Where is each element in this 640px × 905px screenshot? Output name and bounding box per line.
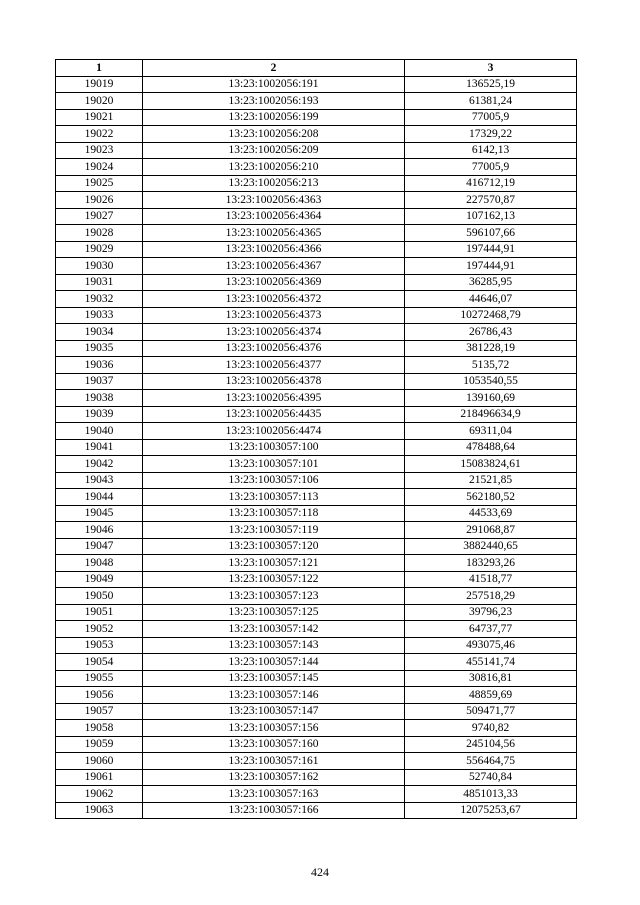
table-body (56, 76, 577, 819)
value-cell: 218496634,9 (405, 406, 577, 423)
row-number-cell: 19056 (56, 687, 143, 704)
row-number-cell: 19062 (56, 786, 143, 803)
value-cell: 562180,52 (405, 489, 577, 506)
table-row (56, 93, 577, 110)
table-row (56, 126, 577, 143)
row-number-cell: 19028 (56, 225, 143, 242)
data-table (55, 59, 577, 819)
table-row (56, 192, 577, 209)
cadastral-number-cell: 13:23:1002056:4372 (143, 291, 405, 308)
value-cell: 183293,26 (405, 555, 577, 572)
row-number-cell: 19050 (56, 588, 143, 605)
table-row (56, 159, 577, 176)
table-row (56, 670, 577, 687)
cadastral-number-cell: 13:23:1002056:4367 (143, 258, 405, 275)
row-number-cell: 19031 (56, 274, 143, 291)
value-cell: 15083824,61 (405, 456, 577, 473)
table-row (56, 307, 577, 324)
cadastral-number-cell: 13:23:1002056:4377 (143, 357, 405, 374)
table-row (56, 390, 577, 407)
value-cell: 197444,91 (405, 241, 577, 258)
cadastral-number-cell: 13:23:1003057:123 (143, 588, 405, 605)
row-number-cell: 19053 (56, 637, 143, 654)
table-row (56, 571, 577, 588)
value-cell: 245104,56 (405, 736, 577, 753)
table-row (56, 274, 577, 291)
value-cell: 77005,9 (405, 159, 577, 176)
value-cell: 26786,43 (405, 324, 577, 341)
table-row (56, 324, 577, 341)
table-row (56, 241, 577, 258)
value-cell: 227570,87 (405, 192, 577, 209)
table-row (56, 373, 577, 390)
cadastral-number-cell: 13:23:1002056:4435 (143, 406, 405, 423)
cadastral-number-cell: 13:23:1003057:106 (143, 472, 405, 489)
row-number-cell: 19041 (56, 439, 143, 456)
value-cell: 44646,07 (405, 291, 577, 308)
table-row (56, 472, 577, 489)
row-number-cell: 19052 (56, 621, 143, 638)
cadastral-number-cell: 13:23:1002056:4363 (143, 192, 405, 209)
cadastral-number-cell: 13:23:1003057:120 (143, 538, 405, 555)
value-cell: 39796,23 (405, 604, 577, 621)
value-cell: 10272468,79 (405, 307, 577, 324)
table-row (56, 357, 577, 374)
table-row (56, 588, 577, 605)
table-row (56, 786, 577, 803)
cadastral-number-cell: 13:23:1002056:4366 (143, 241, 405, 258)
row-number-cell: 19038 (56, 390, 143, 407)
table-row (56, 687, 577, 704)
cadastral-number-cell: 13:23:1002056:4378 (143, 373, 405, 390)
cadastral-number-cell: 13:23:1002056:210 (143, 159, 405, 176)
cadastral-number-cell: 13:23:1002056:191 (143, 76, 405, 93)
cadastral-number-cell: 13:23:1003057:147 (143, 703, 405, 720)
value-cell: 139160,69 (405, 390, 577, 407)
table-row (56, 654, 577, 671)
cadastral-number-cell: 13:23:1003057:156 (143, 720, 405, 737)
table-row (56, 505, 577, 522)
row-number-cell: 19040 (56, 423, 143, 440)
cadastral-number-cell: 13:23:1003057:143 (143, 637, 405, 654)
cadastral-number-cell: 13:23:1003057:161 (143, 753, 405, 770)
row-number-cell: 19044 (56, 489, 143, 506)
row-number-cell: 19049 (56, 571, 143, 588)
table-row (56, 753, 577, 770)
table-row (56, 720, 577, 737)
row-number-cell: 19023 (56, 142, 143, 159)
value-cell: 30816,81 (405, 670, 577, 687)
table-row (56, 604, 577, 621)
row-number-cell: 19043 (56, 472, 143, 489)
row-number-cell: 19045 (56, 505, 143, 522)
value-cell: 257518,29 (405, 588, 577, 605)
value-cell: 9740,82 (405, 720, 577, 737)
row-number-cell: 19021 (56, 109, 143, 126)
row-number-cell: 19035 (56, 340, 143, 357)
cadastral-number-cell: 13:23:1003057:118 (143, 505, 405, 522)
row-number-cell: 19055 (56, 670, 143, 687)
row-number-cell: 19060 (56, 753, 143, 770)
cadastral-number-cell: 13:23:1003057:125 (143, 604, 405, 621)
value-cell: 52740,84 (405, 769, 577, 786)
page-number: 424 (311, 865, 329, 879)
table-row (56, 406, 577, 423)
table-row (56, 258, 577, 275)
row-number-cell: 19036 (56, 357, 143, 374)
table-row (56, 423, 577, 440)
value-cell: 596107,66 (405, 225, 577, 242)
value-cell: 4851013,33 (405, 786, 577, 803)
row-number-cell: 19063 (56, 802, 143, 819)
table-row (56, 736, 577, 753)
value-cell: 455141,74 (405, 654, 577, 671)
row-number-cell: 19026 (56, 192, 143, 209)
cadastral-number-cell: 13:23:1003057:144 (143, 654, 405, 671)
value-cell: 197444,91 (405, 258, 577, 275)
table-row (56, 225, 577, 242)
table-row (56, 703, 577, 720)
column-header-1: 1 (56, 60, 143, 77)
cadastral-number-cell: 13:23:1003057:122 (143, 571, 405, 588)
cadastral-number-cell: 13:23:1003057:160 (143, 736, 405, 753)
cadastral-number-cell: 13:23:1003057:119 (143, 522, 405, 539)
cadastral-number-cell: 13:23:1003057:101 (143, 456, 405, 473)
table-header (56, 60, 577, 77)
cadastral-number-cell: 13:23:1002056:213 (143, 175, 405, 192)
cadastral-number-cell: 13:23:1003057:113 (143, 489, 405, 506)
row-number-cell: 19051 (56, 604, 143, 621)
cadastral-number-cell: 13:23:1003057:162 (143, 769, 405, 786)
value-cell: 12075253,67 (405, 802, 577, 819)
value-cell: 48859,69 (405, 687, 577, 704)
row-number-cell: 19046 (56, 522, 143, 539)
value-cell: 21521,85 (405, 472, 577, 489)
cadastral-number-cell: 13:23:1003057:142 (143, 621, 405, 638)
row-number-cell: 19022 (56, 126, 143, 143)
value-cell: 478488,64 (405, 439, 577, 456)
row-number-cell: 19027 (56, 208, 143, 225)
cadastral-number-cell: 13:23:1003057:100 (143, 439, 405, 456)
table-row (56, 522, 577, 539)
cadastral-number-cell: 13:23:1002056:4365 (143, 225, 405, 242)
table-row (56, 175, 577, 192)
row-number-cell: 19047 (56, 538, 143, 555)
row-number-cell: 19029 (56, 241, 143, 258)
row-number-cell: 19032 (56, 291, 143, 308)
cadastral-number-cell: 13:23:1002056:4364 (143, 208, 405, 225)
row-number-cell: 19048 (56, 555, 143, 572)
value-cell: 17329,22 (405, 126, 577, 143)
value-cell: 44533,69 (405, 505, 577, 522)
header-row (56, 60, 577, 77)
table-row (56, 802, 577, 819)
row-number-cell: 19020 (56, 93, 143, 110)
value-cell: 77005,9 (405, 109, 577, 126)
cadastral-number-cell: 13:23:1003057:166 (143, 802, 405, 819)
value-cell: 41518,77 (405, 571, 577, 588)
row-number-cell: 19033 (56, 307, 143, 324)
table-row (56, 76, 577, 93)
column-header-2: 2 (143, 60, 405, 77)
row-number-cell: 19042 (56, 456, 143, 473)
table-row (56, 109, 577, 126)
row-number-cell: 19057 (56, 703, 143, 720)
table-row (56, 637, 577, 654)
value-cell: 493075,46 (405, 637, 577, 654)
table-row (56, 439, 577, 456)
table-row (56, 456, 577, 473)
table-row (56, 538, 577, 555)
cadastral-number-cell: 13:23:1002056:4369 (143, 274, 405, 291)
table-row (56, 555, 577, 572)
row-number-cell: 19058 (56, 720, 143, 737)
row-number-cell: 19030 (56, 258, 143, 275)
value-cell: 291068,87 (405, 522, 577, 539)
cadastral-number-cell: 13:23:1002056:4374 (143, 324, 405, 341)
table-row (56, 769, 577, 786)
row-number-cell: 19037 (56, 373, 143, 390)
cadastral-number-cell: 13:23:1002056:199 (143, 109, 405, 126)
cadastral-number-cell: 13:23:1002056:209 (143, 142, 405, 159)
cadastral-number-cell: 13:23:1002056:4474 (143, 423, 405, 440)
table-row (56, 489, 577, 506)
row-number-cell: 19034 (56, 324, 143, 341)
row-number-cell: 19059 (56, 736, 143, 753)
row-number-cell: 19024 (56, 159, 143, 176)
value-cell: 136525,19 (405, 76, 577, 93)
value-cell: 69311,04 (405, 423, 577, 440)
table-row (56, 621, 577, 638)
cadastral-number-cell: 13:23:1002056:4373 (143, 307, 405, 324)
value-cell: 36285,95 (405, 274, 577, 291)
row-number-cell: 19054 (56, 654, 143, 671)
table-row (56, 291, 577, 308)
value-cell: 5135,72 (405, 357, 577, 374)
cadastral-number-cell: 13:23:1002056:208 (143, 126, 405, 143)
table-row (56, 208, 577, 225)
cadastral-number-cell: 13:23:1002056:4376 (143, 340, 405, 357)
column-header-3: 3 (405, 60, 577, 77)
cadastral-number-cell: 13:23:1003057:163 (143, 786, 405, 803)
row-number-cell: 19019 (56, 76, 143, 93)
row-number-cell: 19039 (56, 406, 143, 423)
value-cell: 556464,75 (405, 753, 577, 770)
cadastral-number-cell: 13:23:1003057:145 (143, 670, 405, 687)
value-cell: 381228,19 (405, 340, 577, 357)
value-cell: 1053540,55 (405, 373, 577, 390)
value-cell: 416712,19 (405, 175, 577, 192)
cadastral-number-cell: 13:23:1002056:193 (143, 93, 405, 110)
value-cell: 509471,77 (405, 703, 577, 720)
row-number-cell: 19025 (56, 175, 143, 192)
cadastral-number-cell: 13:23:1002056:4395 (143, 390, 405, 407)
value-cell: 61381,24 (405, 93, 577, 110)
value-cell: 3882440,65 (405, 538, 577, 555)
value-cell: 107162,13 (405, 208, 577, 225)
value-cell: 64737,77 (405, 621, 577, 638)
cadastral-number-cell: 13:23:1003057:121 (143, 555, 405, 572)
cadastral-number-cell: 13:23:1003057:146 (143, 687, 405, 704)
table-row (56, 142, 577, 159)
table-row (56, 340, 577, 357)
value-cell: 6142,13 (405, 142, 577, 159)
row-number-cell: 19061 (56, 769, 143, 786)
